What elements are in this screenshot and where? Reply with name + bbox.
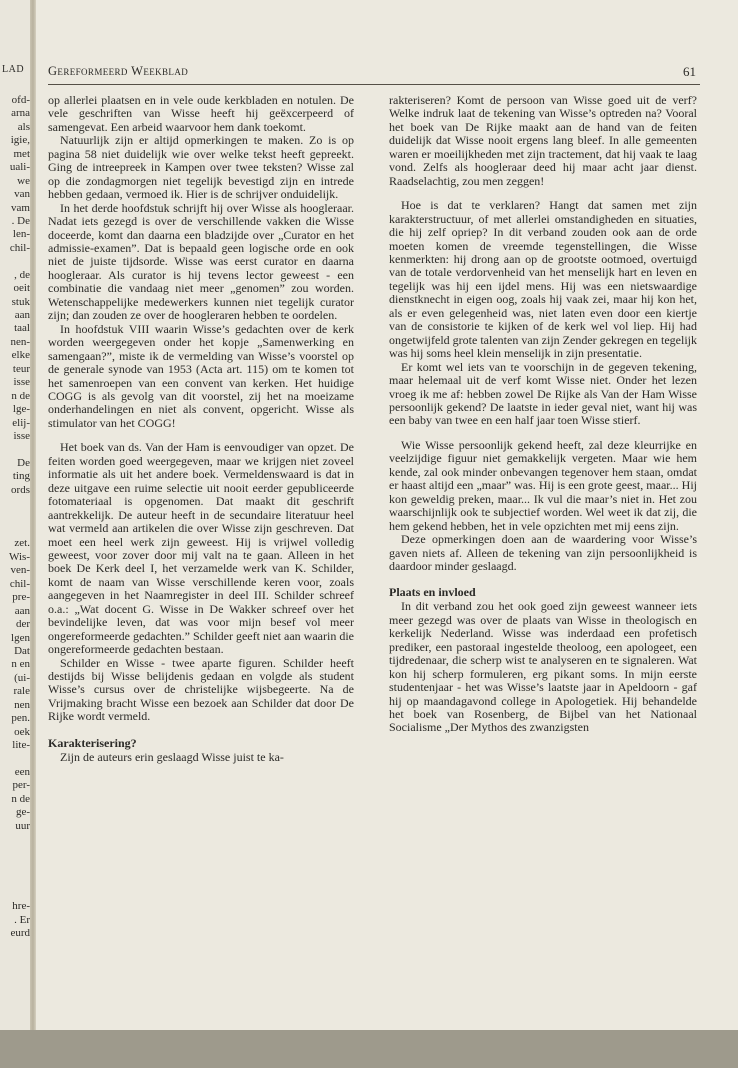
previous-page-line-fragment: uali- — [9, 161, 30, 174]
previous-page-line-fragment: als — [17, 120, 30, 133]
left-column — [48, 94, 354, 764]
paragraph: Natuurlijk zijn er altijd opmerkingen te maken. Zo is op pagina 58 niet duidelijk wie over welke tekst heeft gepreekt. Ging de intreepreek in Kampen over twee teksten? Wisse zal op die zondagmorgen niet tegelijk bevestigd zijn en intrede hebben gedaan, vermoed ik. Hier is de schrijver onduidelijk. — [48, 133, 354, 202]
previous-page-line-fragment: taal — [14, 322, 30, 335]
paragraph: op allerlei plaatsen en in vele oude kerkbladen en notulen. De vele geschriften van Wisse heeft hij geëxcerpeerd of samengevat. Een arbeid waarvoor hem dank toekomt. — [48, 93, 354, 134]
previous-page-line-fragment: . De — [11, 214, 30, 227]
previous-page-line-fragment: pen. — [11, 712, 30, 725]
publication-title: Gereformeerd Weekblad — [48, 64, 189, 78]
previous-page-line-fragment — [0, 873, 30, 886]
previous-page-line-fragment: eurd — [10, 927, 30, 940]
paragraph: Hoe is dat te verklaren? Hangt dat samen met zijn karakterstructuur, of met allerlei omstandigheden en situaties, die hij zelf opriep? In dit verband zouden ook aan de orde moeten komen de vreemde tegenstellingen, die Wisse kenmerkten: hij drong aan op de grootste ootmoed, overtuigd van de totale verdorvenheid van het menselijk hart en leven en tegelijk was hij een ijdel mens. Hij was een nietswaardige dienstknecht in eigen oog, zoals hij vaak zei, maar hij kon het, als er even gelegenheid was, niet laten even door een kiertje van de consistorie te kijken of de kerk wel vol liep. Hij had ongetwijfeld grote talenten van zijn Zender gekregen en tegelijk was hij soms heel klein menselijk in zijn presentatie. — [389, 198, 697, 361]
paragraph: Er komt wel iets van te voorschijn in de gegeven tekening, maar helemaal uit de verf komt Wisse niet. Onder het lezen vroeg ik me af: hebben zowel De Rijke als Van der Ham Wisse persoonlijk gekend? De laatste in ieder geval niet, want hij was een baby van twee en een half jaar toen Wisse stierf. — [389, 359, 697, 428]
previous-page-header-fragment: LAD — [2, 64, 25, 75]
previous-page-line-fragment: isse — [13, 429, 30, 442]
paragraph: Deze opmerkingen doen aan de waardering voor Wisse’s gaven niets af. Alleen de tekening van zijn persoonlijkheid is daardoor minder geslaagd. — [389, 532, 697, 573]
previous-page-line-fragment: aan — [14, 604, 30, 617]
previous-page-line-fragment: ge- — [15, 806, 30, 819]
section-heading-karakterisering: Karakterisering? — [48, 735, 137, 750]
previous-page-line-fragment: n de — [11, 389, 30, 402]
previous-page-line-fragment: isse — [13, 376, 30, 389]
section-heading-plaats-en-invloed: Plaats en invloed — [389, 585, 476, 600]
previous-page-line-fragment: aan — [14, 309, 30, 321]
previous-page-line-fragment: per- — [12, 779, 30, 792]
paragraph: In hoofdstuk VIII waarin Wisse’s gedachten over de kerk worden weergegeven onder het kopje „Samenwerking en samengaan?”, miste ik de vermelding van Wisse’s voorstel op de generale synode van 1953 (Acta art. 115) om te komen tot het samenroepen van een convent van kerken. Het huidige COGG is als gevolg van dit voorstel, zij het na moeizame onderhandelingen en niet als convent, opgericht. Wisse als stimulator van het COGG! — [48, 321, 354, 430]
paragraph: Het boek van ds. Van der Ham is eenvoudiger van opzet. De feiten worden goed weergegeven, maar we krijgen niet zoveel informatie als uit het andere boek. Vermeldenswaard is dat in deze uitgave een ruime selectie uit nooit eerder gepubliceerde fotomateriaal is opgenomen. Dat maakt dit geschrift aantrekkelijk. De auteur heeft in de secundaire literatuur heel wat vermeld aan artikelen die over Wisse zijn geschreven. Dat moet een heel werk zijn geweest. Hij is vrijwel volledig geweest, voor zover door mij valt na te gaan. Alleen in het boek De Kerk deel I, het verzamelde werk van K. Schilder, komt de naam van Wisse verschillende keren voor, zoals aangegeven in het Naamregister in deel III. Schilder schreef o.a.: „Wat docent G. Wisse in De Wakker schreef over het bevindelijke leven, dat was voor mijn besef vol meer ongereformeerde gedachten.” Schilder geeft niet aan waarin die ongereformeerde gedachten bestaan. — [48, 440, 354, 657]
previous-page-line-fragment — [0, 497, 30, 510]
previous-page-line-fragment: lge- — [12, 403, 30, 416]
previous-page-line-fragment: elij- — [12, 416, 30, 429]
previous-page-line-fragment: uur — [15, 819, 30, 832]
previous-page-line-fragment — [0, 833, 30, 846]
previous-page-line-fragment: pre- — [12, 591, 30, 604]
previous-page-line-fragment: der — [15, 618, 30, 631]
previous-page-line-fragment: ting — [12, 470, 30, 483]
previous-page-line-fragment: lgen — [11, 631, 30, 644]
previous-page-line-fragment: lite- — [12, 739, 30, 751]
previous-page-line-fragment — [0, 887, 30, 900]
previous-page-line-fragment: nen — [14, 698, 30, 711]
previous-page-line-fragment: Wis- — [9, 550, 30, 563]
running-header — [48, 62, 700, 85]
previous-page-line-fragment: oek — [14, 725, 30, 738]
previous-page-line-fragment: oeit — [13, 282, 30, 295]
previous-page-line-fragment: een — [14, 765, 30, 778]
previous-page-line-fragment — [0, 847, 30, 860]
previous-page-line-fragment: n en — [11, 658, 30, 671]
paragraph: rakteriseren? Komt de persoon van Wisse goed uit de verf? Welke indruk laat de tekening van Wisse’s optreden na? Vooral het boek van De Rijke maakt aan de hand van de feiten duidelijk dat Wisse nooit ergens lang bleef. In alle gemeenten waren er moeilijkheden met zijn tractement, dat hij vaak te laag vond. Zelfs als hoogleraar deed hij maar acht jaar dienst. Raadselachtig, zou men zeggen! — [389, 93, 697, 188]
previous-page-line-fragment: De — [17, 456, 30, 469]
previous-page-line-fragment — [0, 443, 30, 456]
paragraph: Zijn de auteurs erin geslaagd Wisse juist te ka- — [60, 749, 284, 764]
right-column — [389, 94, 697, 735]
scan-bottom-border — [0, 1030, 738, 1068]
previous-page-text-fragments — [0, 94, 30, 941]
previous-page-line-fragment — [0, 752, 30, 765]
previous-page-line-fragment: igie, — [10, 134, 30, 147]
paragraph: In dit verband zou het ook goed zijn geweest wanneer iets meer gezegd was over de plaats van Wisse in theologisch en kerkelijk Nederland. Wisse was inderdaad een profetisch prediker, een pastoraal ingestelde theoloog, een apologeet, een tijdredenaar, die scherp wist te analyseren en te signaleren. Wat kon hij scherp formuleren, erg pikant soms. In mijn eerste studentenjaar - het was Wisse’s laatste jaar in Apeldoorn - gaf hij op maandagavond college in Apologetiek. Hij behandelde het boek van Rosenberg, de Bijbel van het Nationaal Socialisme „Der Mythos des zwanzigsten — [389, 599, 697, 735]
previous-page-line-fragment: rale — [13, 685, 30, 698]
paragraph: In het derde hoofdstuk schrijft hij over Wisse als hoogleraar. Nadat iets gezegd is over de verschillende vakken die Wisse doceerde, komt dan daarna een bladzijde over „Curator en het admissie-examen”. Dat is bepaald geen logische orde en ook niet de juiste tijdsorde. Wisse was eerst curator en daarna hoogleraar. Als curator is hij tevens lector geweest - een combinatie die vandaag niet meer „genomen” zou worden. Wetenschappelijke medewerkers kunnen niet tegelijk curator zijn; dan zouden ze over de hoogleraren hebben te oordelen. — [48, 200, 354, 323]
previous-page-line-fragment: (ui- — [14, 671, 30, 684]
previous-page-line-fragment: ords — [11, 483, 30, 496]
previous-page-line-fragment: arna — [11, 107, 30, 120]
previous-page-line-fragment: we — [17, 174, 30, 187]
previous-page-line-fragment: stuk — [11, 295, 30, 308]
previous-page-line-fragment: Dat — [14, 644, 30, 657]
previous-page-line-fragment: len- — [12, 228, 30, 241]
previous-page-line-fragment — [0, 524, 30, 537]
page-number: 61 — [683, 64, 696, 79]
previous-page-line-fragment: van — [14, 188, 30, 201]
previous-page-line-fragment — [0, 255, 30, 268]
previous-page-line-fragment: chil- — [9, 577, 30, 590]
previous-page-line-fragment: met — [13, 147, 30, 160]
previous-page-line-fragment: chil- — [9, 241, 30, 254]
previous-page-line-fragment — [0, 860, 30, 873]
previous-page-line-fragment: nen- — [10, 335, 30, 348]
previous-page-line-fragment: vam — [11, 201, 30, 214]
previous-page-line-fragment — [0, 511, 30, 524]
previous-page-line-fragment: hre- — [12, 900, 30, 913]
previous-page-line-fragment: ofd- — [11, 94, 30, 106]
paragraph: Wie Wisse persoonlijk gekend heeft, zal deze kleurrijke en veelzijdige figuur niet gemakkelijk vergeten. Maar wie hem kende, zal ook minder onbevangen tegenover hem staan, omdat er haast altijd een „maar” was. Hij is een grote geest, maar... Hij kon geweldig preken, maar... Ik vul die maar’s niet in. Het zou waarschijnlijk ook te subjectief worden. Wel weet ik dat zij, die hem gekend hebben, het in vele opzichten met mij eens zijn. — [389, 437, 697, 533]
previous-page-line-fragment: ven- — [10, 564, 30, 577]
previous-page-line-fragment: n de — [11, 792, 30, 805]
paragraph: Schilder en Wisse - twee aparte figuren. Schilder heeft destijds bij Wisse belijdenis gedaan en volgde als student Wisse’s cursus over de christelijke wijsbegeerte. Na de Vrijmaking bracht Wisse een bezoek aan Schilder dat door De Rijke wordt vermeld. — [48, 655, 354, 724]
previous-page-line-fragment: . Er — [14, 913, 30, 926]
previous-page-line-fragment: elke — [11, 349, 30, 362]
previous-page-line-fragment: zet. — [14, 537, 30, 550]
previous-page-line-fragment: teur — [12, 362, 30, 375]
previous-page-line-fragment: , de — [14, 268, 30, 281]
